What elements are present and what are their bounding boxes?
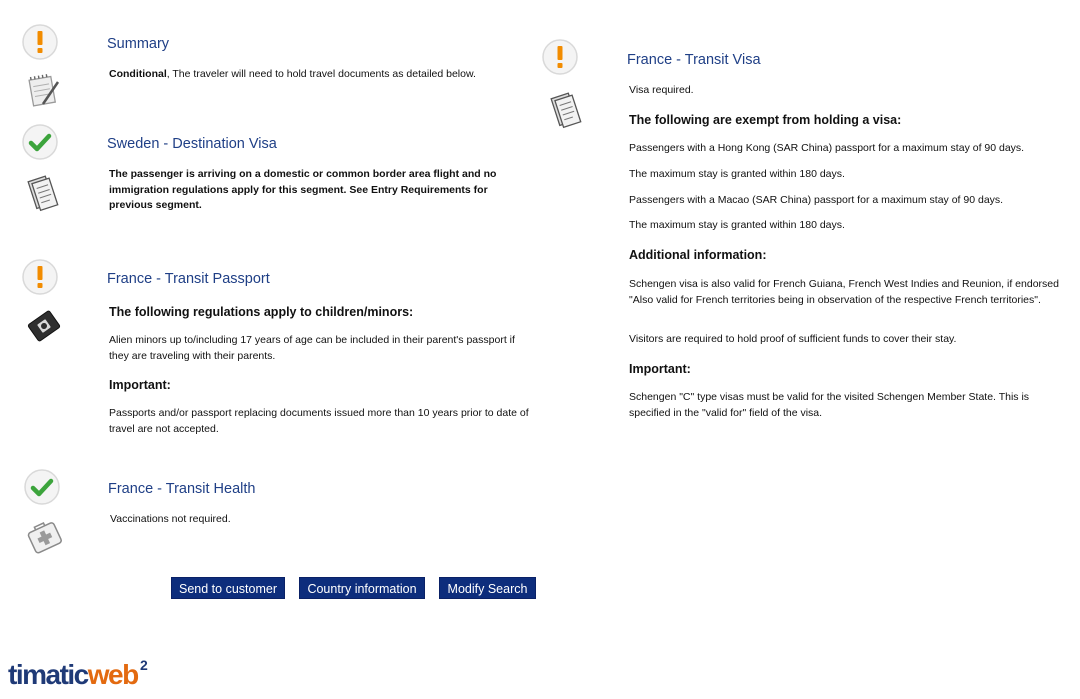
visa-document-icon — [543, 87, 587, 131]
sweden-visa-title: Sweden - Destination Visa — [107, 136, 277, 152]
visa-document-icon — [20, 170, 64, 214]
modify-search-button[interactable]: Modify Search — [439, 577, 536, 599]
visa-exempt-heading: The following are exempt from holding a visa: — [629, 113, 902, 127]
passport-important-heading: Important: — [109, 378, 171, 392]
logo-wordmark: timaticweb — [8, 659, 138, 690]
visa-important-text: Schengen "C" type visas must be valid for the visited Schengen Member State. This is specified in the "valid for" field of the visa. — [629, 391, 1030, 419]
summary-description: , The traveler will need to hold travel documents as detailed below. — [166, 68, 476, 80]
passport-important-text: Passports and/or passport replacing documents issued more than 10 years prior to date of travel are not accepted. — [109, 407, 529, 435]
checkmark-icon — [21, 123, 59, 161]
france-passport-title: France - Transit Passport — [107, 271, 270, 287]
visa-required-text: Visa required. — [629, 84, 694, 96]
sweden-visa-text: The passenger is arriving on a domestic or common border area flight and no immigration regulations apply for this segment. See Entry Requirements for previous segment. — [109, 168, 497, 211]
visa-important-heading: Important: — [629, 362, 691, 376]
visa-exempt-hong-kong: Passengers with a Hong Kong (SAR China) passport for a maximum stay of 90 days. — [629, 142, 1025, 154]
passport-icon — [22, 304, 66, 348]
first-aid-kit-icon — [22, 514, 66, 558]
country-information-button[interactable]: Country information — [299, 577, 425, 599]
additional-info-heading: Additional information: — [629, 248, 767, 262]
france-visa-title: France - Transit Visa — [627, 52, 761, 68]
logo-superscript: 2 — [140, 657, 148, 673]
minors-text: Alien minors up to/including 17 years of age can be included in their parent's passport if they are traveling with their parents. — [109, 334, 515, 362]
visa-exempt-macao: Passengers with a Macao (SAR China) passport for a maximum stay of 90 days. — [629, 194, 1004, 206]
additional-info-schengen: Schengen visa is also valid for French Guiana, French West Indies and Reunion, if endorsed "Also valid for French territories being in observation of the respective French territories". — [629, 278, 1059, 306]
summary-title: Summary — [107, 36, 170, 52]
send-to-customer-button[interactable]: Send to customer — [171, 577, 285, 599]
checkmark-icon — [23, 468, 61, 506]
warning-icon — [541, 38, 579, 76]
warning-icon — [21, 258, 59, 296]
visa-exempt-hong-kong-stay: The maximum stay is granted within 180 days. — [629, 168, 845, 180]
notepad-icon — [21, 68, 65, 112]
france-health-text: Vaccinations not required. — [110, 513, 231, 525]
visa-exempt-macao-stay: The maximum stay is granted within 180 days. — [629, 219, 845, 231]
summary-text — [109, 67, 529, 83]
summary-status: Conditional — [109, 68, 167, 80]
warning-icon — [21, 23, 59, 61]
france-health-title: France - Transit Health — [108, 481, 256, 497]
additional-info-funds: Visitors are required to hold proof of sufficient funds to cover their stay. — [629, 333, 957, 345]
timaticweb-logo — [8, 652, 158, 694]
minors-heading: The following regulations apply to children/minors: — [109, 305, 414, 319]
